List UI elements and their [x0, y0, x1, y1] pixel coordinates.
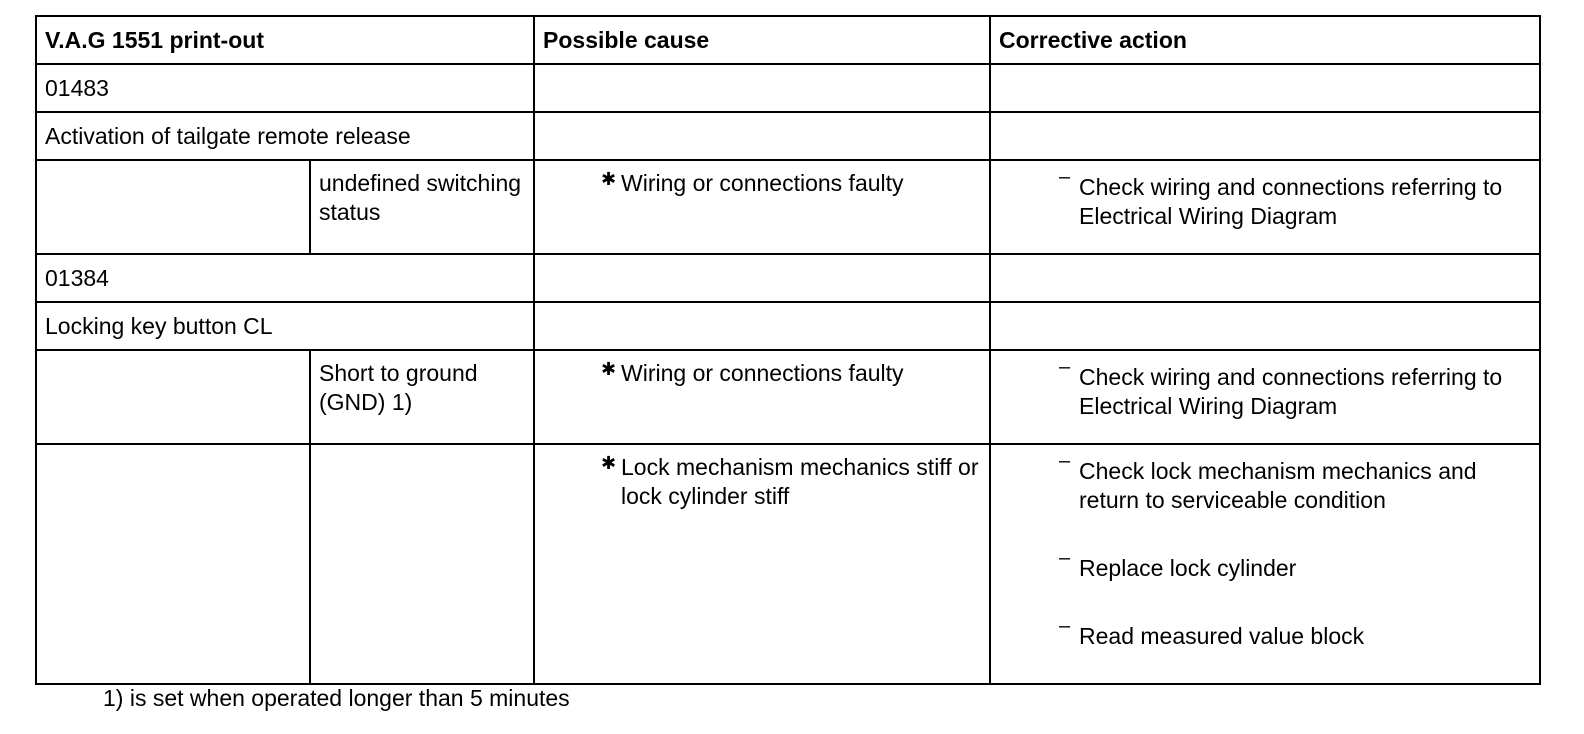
- cause-cell: [534, 350, 990, 444]
- cause-item: [543, 169, 981, 198]
- empty-cell: [534, 64, 990, 112]
- dash-icon: –: [1059, 450, 1071, 472]
- fault-code-cell: 01483: [36, 64, 534, 112]
- fault-name-cell: Locking key button CL: [36, 302, 534, 350]
- fault-status-cell: [310, 350, 534, 444]
- table-row: [36, 112, 1540, 160]
- header-corrective-action: Corrective action: [990, 16, 1540, 64]
- header-row: [36, 16, 1540, 64]
- action-text: Replace lock cylinder: [1079, 555, 1297, 581]
- action-text: Read measured value block: [1079, 623, 1365, 649]
- empty-cell: [534, 302, 990, 350]
- action-text: Check wiring and connections referring to Electrical Wiring Diagram: [1079, 364, 1503, 419]
- fault-name-cell: Activation of tailgate remote release: [36, 112, 534, 160]
- cause-item: [543, 359, 981, 388]
- dash-icon: –: [1059, 166, 1071, 188]
- table-row: [36, 302, 1540, 350]
- fault-table: [35, 15, 1541, 685]
- empty-cell: [990, 302, 1540, 350]
- action-cell: [990, 160, 1540, 254]
- dash-icon: –: [1059, 356, 1071, 378]
- table-row: [36, 254, 1540, 302]
- dash-icon: –: [1059, 615, 1071, 637]
- empty-cell: [990, 64, 1540, 112]
- table-row: [36, 160, 1540, 254]
- bullet-icon: ✱: [601, 359, 617, 379]
- empty-cell: [36, 444, 310, 684]
- action-cell: [990, 444, 1540, 684]
- cause-text: Wiring or connections faulty: [621, 170, 904, 196]
- cause-cell: [534, 160, 990, 254]
- header-possible-cause: Possible cause: [534, 16, 990, 64]
- action-item: [999, 450, 1531, 515]
- bullet-icon: ✱: [601, 453, 617, 473]
- cause-text: Lock mechanism mechanics stiff or lock cylinder stiff: [621, 454, 979, 509]
- action-item: [999, 166, 1531, 231]
- footnote: 1) is set when operated longer than 5 minutes: [103, 685, 570, 711]
- cause-cell: [534, 444, 990, 684]
- empty-cell: [36, 350, 310, 444]
- empty-cell: [534, 112, 990, 160]
- empty-cell: [36, 160, 310, 254]
- dash-icon: –: [1059, 547, 1071, 569]
- cause-text: Wiring or connections faulty: [621, 360, 904, 386]
- empty-cell: [310, 444, 534, 684]
- table-row: [36, 350, 1540, 444]
- header-printout: V.A.G 1551 print-out: [36, 16, 534, 64]
- empty-cell: [990, 254, 1540, 302]
- table-row: [36, 444, 1540, 684]
- empty-cell: [990, 112, 1540, 160]
- fault-status-text: undefined switching status: [319, 170, 522, 225]
- cause-item: [543, 453, 981, 511]
- empty-cell: [534, 254, 990, 302]
- action-item: [999, 615, 1531, 651]
- action-text: Check wiring and connections referring to Electrical Wiring Diagram: [1079, 174, 1503, 229]
- action-text: Check lock mechanism mechanics and return to serviceable condition: [1079, 458, 1477, 513]
- bullet-icon: ✱: [601, 169, 617, 189]
- action-item: [999, 356, 1531, 421]
- fault-status-text: Short to ground (GND) 1): [319, 360, 478, 415]
- action-cell: [990, 350, 1540, 444]
- table-row: [36, 64, 1540, 112]
- fault-code-cell: 01384: [36, 254, 534, 302]
- fault-status-cell: [310, 160, 534, 254]
- action-item: [999, 547, 1531, 583]
